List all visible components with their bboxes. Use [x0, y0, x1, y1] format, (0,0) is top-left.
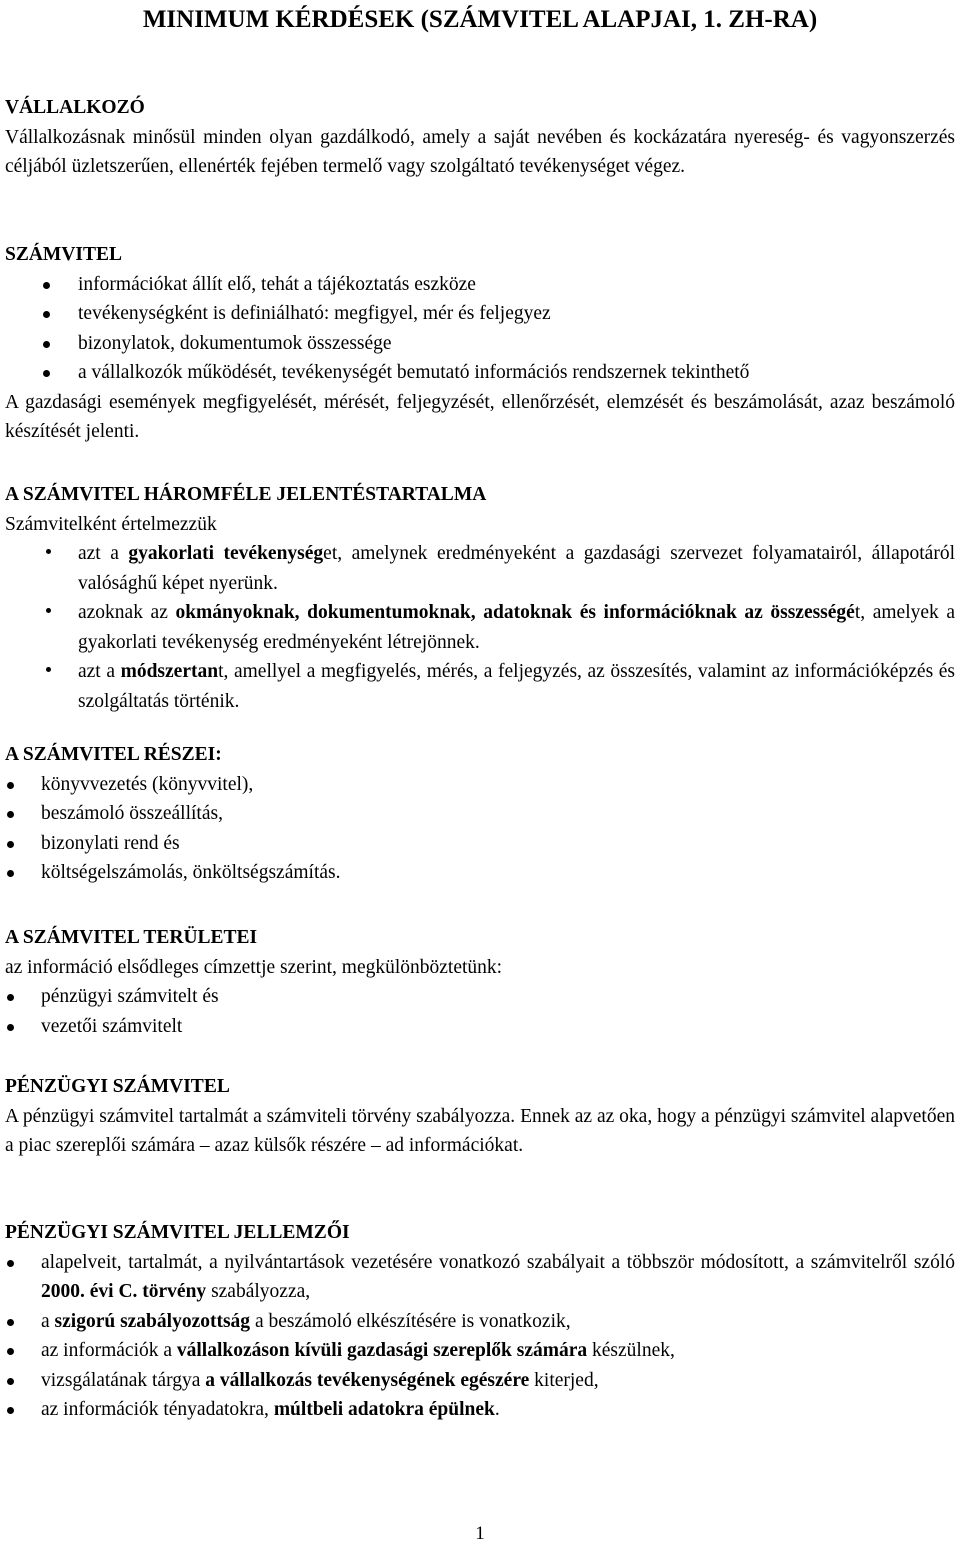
bullet-icon [7, 1348, 14, 1355]
bullet-icon [43, 282, 50, 289]
bullet-icon [7, 870, 14, 877]
bullet-icon [7, 1319, 14, 1326]
section-heading: PÉNZÜGYI SZÁMVITEL [5, 1076, 230, 1097]
section-haromfele [5, 480, 955, 716]
list-item: azt a módszertant, amellyel a megfigyelés, mérés, a feljegyzés, az összesítés, valamint az információképzés és szolgáltatás történik. [5, 657, 955, 716]
section-reszei [5, 740, 955, 888]
bullet-list [5, 770, 955, 888]
list-item: alapelveit, tartalmát, a nyilvántartások vezetésére vonatkozó szabályait a többször módosított, a számvitelről szóló 2000. évi C. törvény szabályozza, [5, 1248, 955, 1307]
section-vallalkozo [5, 93, 955, 182]
section-heading: A SZÁMVITEL RÉSZEI: [5, 744, 222, 765]
list-item: a vállalkozók működését, tevékenységét bemutató információs rendszernek tekinthető [5, 358, 955, 388]
section-heading: A SZÁMVITEL HÁROMFÉLE JELENTÉSTARTALMA [5, 484, 487, 505]
bullet-list [5, 1248, 955, 1425]
list-item: költségelszámolás, önköltségszámítás. [5, 858, 955, 888]
list-item: vizsgálatának tárgya a vállalkozás tevékenységének egészére kiterjed, [5, 1366, 955, 1396]
bullet-icon [7, 782, 14, 789]
section-intro: az információ elsődleges címzettje szerint, megkülönböztetünk: [5, 956, 503, 978]
section-penzugyi [5, 1072, 955, 1161]
section-paragraph: Vállalkozásnak minősül minden olyan gazdálkodó, amely a saját nevében és kockázatára nyereség- és vagyonszerzés céljából üzletszerűen, ellenérték fejében termelő vagy szolgáltató tevékenységet végez. [5, 126, 955, 177]
list-item: tevékenységként is definiálható: megfigyel, mér és feljegyez [5, 299, 955, 329]
list-item: bizonylatok, dokumentumok összessége [5, 329, 955, 359]
bullet-icon [7, 994, 14, 1001]
bullet-icon [7, 1407, 14, 1414]
section-jellemzoi [5, 1218, 955, 1425]
bullet-icon [7, 1024, 14, 1031]
page-number: 1 [475, 1523, 485, 1544]
list-item: információkat állít elő, tehát a tájékoztatás eszköze [5, 270, 955, 300]
section-paragraph: A pénzügyi számvitel tartalmát a számviteli törvény szabályozza. Ennek az az oka, hogy a pénzügyi számvitel alapvetően a piac szereplői számára – azaz külsők részére – ad információkat. [5, 1105, 955, 1156]
bullet-icon [43, 341, 50, 348]
list-item: azt a gyakorlati tevékenységet, amelynek eredményeként a gazdasági szervezet folyamatairól, állapotáról valósághű képet nyerünk. [5, 539, 955, 598]
section-heading: VÁLLALKOZÓ [5, 97, 145, 118]
bullet-icon [7, 1378, 14, 1385]
list-item: könyvvezetés (könyvvitel), [5, 770, 955, 800]
section-heading: A SZÁMVITEL TERÜLETEI [5, 927, 258, 948]
list-item: az információk tényadatokra, múltbeli adatokra épülnek. [5, 1395, 955, 1425]
bullet-list [5, 270, 955, 388]
section-heading: SZÁMVITEL [5, 244, 123, 265]
section-teruletei [5, 923, 955, 1041]
list-item: a szigorú szabályozottság a beszámoló elkészítésére is vonatkozik, [5, 1307, 955, 1337]
bullet-icon [43, 311, 50, 318]
section-heading: PÉNZÜGYI SZÁMVITEL JELLEMZŐI [5, 1222, 350, 1243]
bullet-list [5, 539, 955, 716]
document-title: MINIMUM KÉRDÉSEK (SZÁMVITEL ALAPJAI, 1. ZH-RA) [142, 6, 818, 33]
list-item: vezetői számvitelt [5, 1012, 955, 1042]
bullet-icon [46, 667, 51, 672]
section-paragraph: A gazdasági események megfigyelését, mérését, feljegyzését, ellenőrzését, elemzését és beszámolását, azaz beszámoló készítését jelenti. [5, 391, 955, 442]
list-item: pénzügyi számvitelt és [5, 982, 955, 1012]
section-szamvitel [5, 240, 955, 447]
list-item: bizonylati rend és [5, 829, 955, 859]
section-intro: Számvitelként értelmezzük [5, 513, 217, 535]
bullet-icon [46, 608, 51, 613]
list-item: beszámoló összeállítás, [5, 799, 955, 829]
bullet-icon [7, 811, 14, 818]
bullet-icon [46, 549, 51, 554]
list-item: azoknak az okmányoknak, dokumentumoknak, adatoknak és információknak az összességét, amelyek a gyakorlati tevékenység eredményeként létrejönnek. [5, 598, 955, 657]
list-item: az információk a vállalkozáson kívüli gazdasági szereplők számára készülnek, [5, 1336, 955, 1366]
bullet-icon [7, 1260, 14, 1267]
bullet-icon [43, 370, 50, 377]
bullet-icon [7, 841, 14, 848]
bullet-list [5, 982, 955, 1041]
